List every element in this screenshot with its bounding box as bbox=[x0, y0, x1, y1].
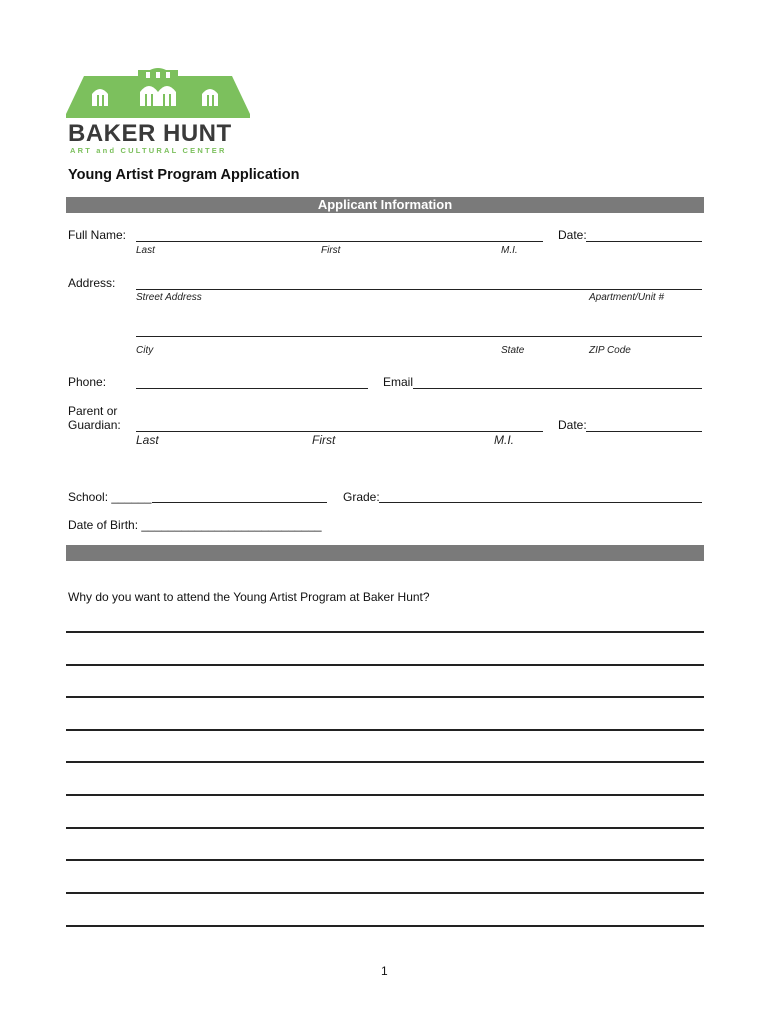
building-icon bbox=[66, 68, 250, 114]
parent-sub-last: Last bbox=[136, 433, 159, 447]
address-label: Address: bbox=[68, 276, 116, 290]
page-number: 1 bbox=[381, 964, 388, 978]
parent-label-line1: Parent or bbox=[68, 404, 118, 418]
phone-field[interactable] bbox=[136, 388, 368, 389]
date-field[interactable] bbox=[586, 241, 702, 242]
school-field[interactable] bbox=[152, 502, 327, 503]
sub-last: Last bbox=[136, 245, 155, 256]
parent-label-line2: Guardian: bbox=[68, 418, 121, 432]
answer-line[interactable] bbox=[66, 664, 704, 666]
grade-label: Grade: bbox=[343, 490, 380, 504]
section-header-label: Applicant Information bbox=[317, 197, 453, 212]
logo-name: BAKER HUNT bbox=[68, 120, 232, 147]
phone-label: Phone: bbox=[68, 375, 107, 389]
parent-name-field[interactable] bbox=[136, 431, 543, 432]
sub-first: First bbox=[321, 245, 341, 256]
essay-question: Why do you want to attend the Young Artist Program at Baker Hunt? bbox=[68, 590, 430, 604]
parent-sub-first: First bbox=[312, 433, 336, 447]
logo-subtitle: ART and CULTURAL CENTER bbox=[70, 146, 227, 155]
street-address-caption: Street Address bbox=[136, 292, 202, 303]
answer-line[interactable] bbox=[66, 925, 704, 927]
answer-line[interactable] bbox=[66, 859, 704, 861]
answer-line[interactable] bbox=[66, 794, 704, 796]
date-label: Date: bbox=[558, 228, 587, 242]
answer-line[interactable] bbox=[66, 761, 704, 763]
parent-sub-mi: M.I. bbox=[494, 433, 514, 447]
answer-line[interactable] bbox=[66, 631, 704, 633]
school-label: School: ______ bbox=[68, 490, 152, 504]
zip-caption: ZIP Code bbox=[589, 345, 631, 356]
email-field[interactable] bbox=[413, 388, 702, 389]
answer-line[interactable] bbox=[66, 892, 704, 894]
city-caption: City bbox=[136, 345, 154, 356]
answer-line[interactable] bbox=[66, 696, 704, 698]
email-label: Email bbox=[383, 375, 414, 389]
full-name-field[interactable] bbox=[136, 241, 543, 242]
city-state-zip-field[interactable] bbox=[136, 336, 702, 337]
street-address-field[interactable] bbox=[136, 289, 702, 290]
answer-line[interactable] bbox=[66, 827, 704, 829]
parent-date-label: Date: bbox=[558, 418, 587, 432]
grade-field[interactable] bbox=[379, 502, 702, 503]
apartment-caption: Apartment/Unit # bbox=[589, 292, 665, 303]
dob-label: Date of Birth: ___________________________ bbox=[68, 518, 322, 532]
section-divider-bar bbox=[66, 545, 704, 561]
section-header bbox=[66, 197, 704, 213]
sub-mi: M.I. bbox=[501, 245, 518, 256]
logo bbox=[66, 68, 256, 160]
answer-line[interactable] bbox=[66, 729, 704, 731]
full-name-label: Full Name: bbox=[68, 228, 127, 242]
state-caption: State bbox=[501, 345, 525, 356]
form-title: Young Artist Program Application bbox=[68, 167, 300, 183]
parent-date-field[interactable] bbox=[586, 431, 702, 432]
